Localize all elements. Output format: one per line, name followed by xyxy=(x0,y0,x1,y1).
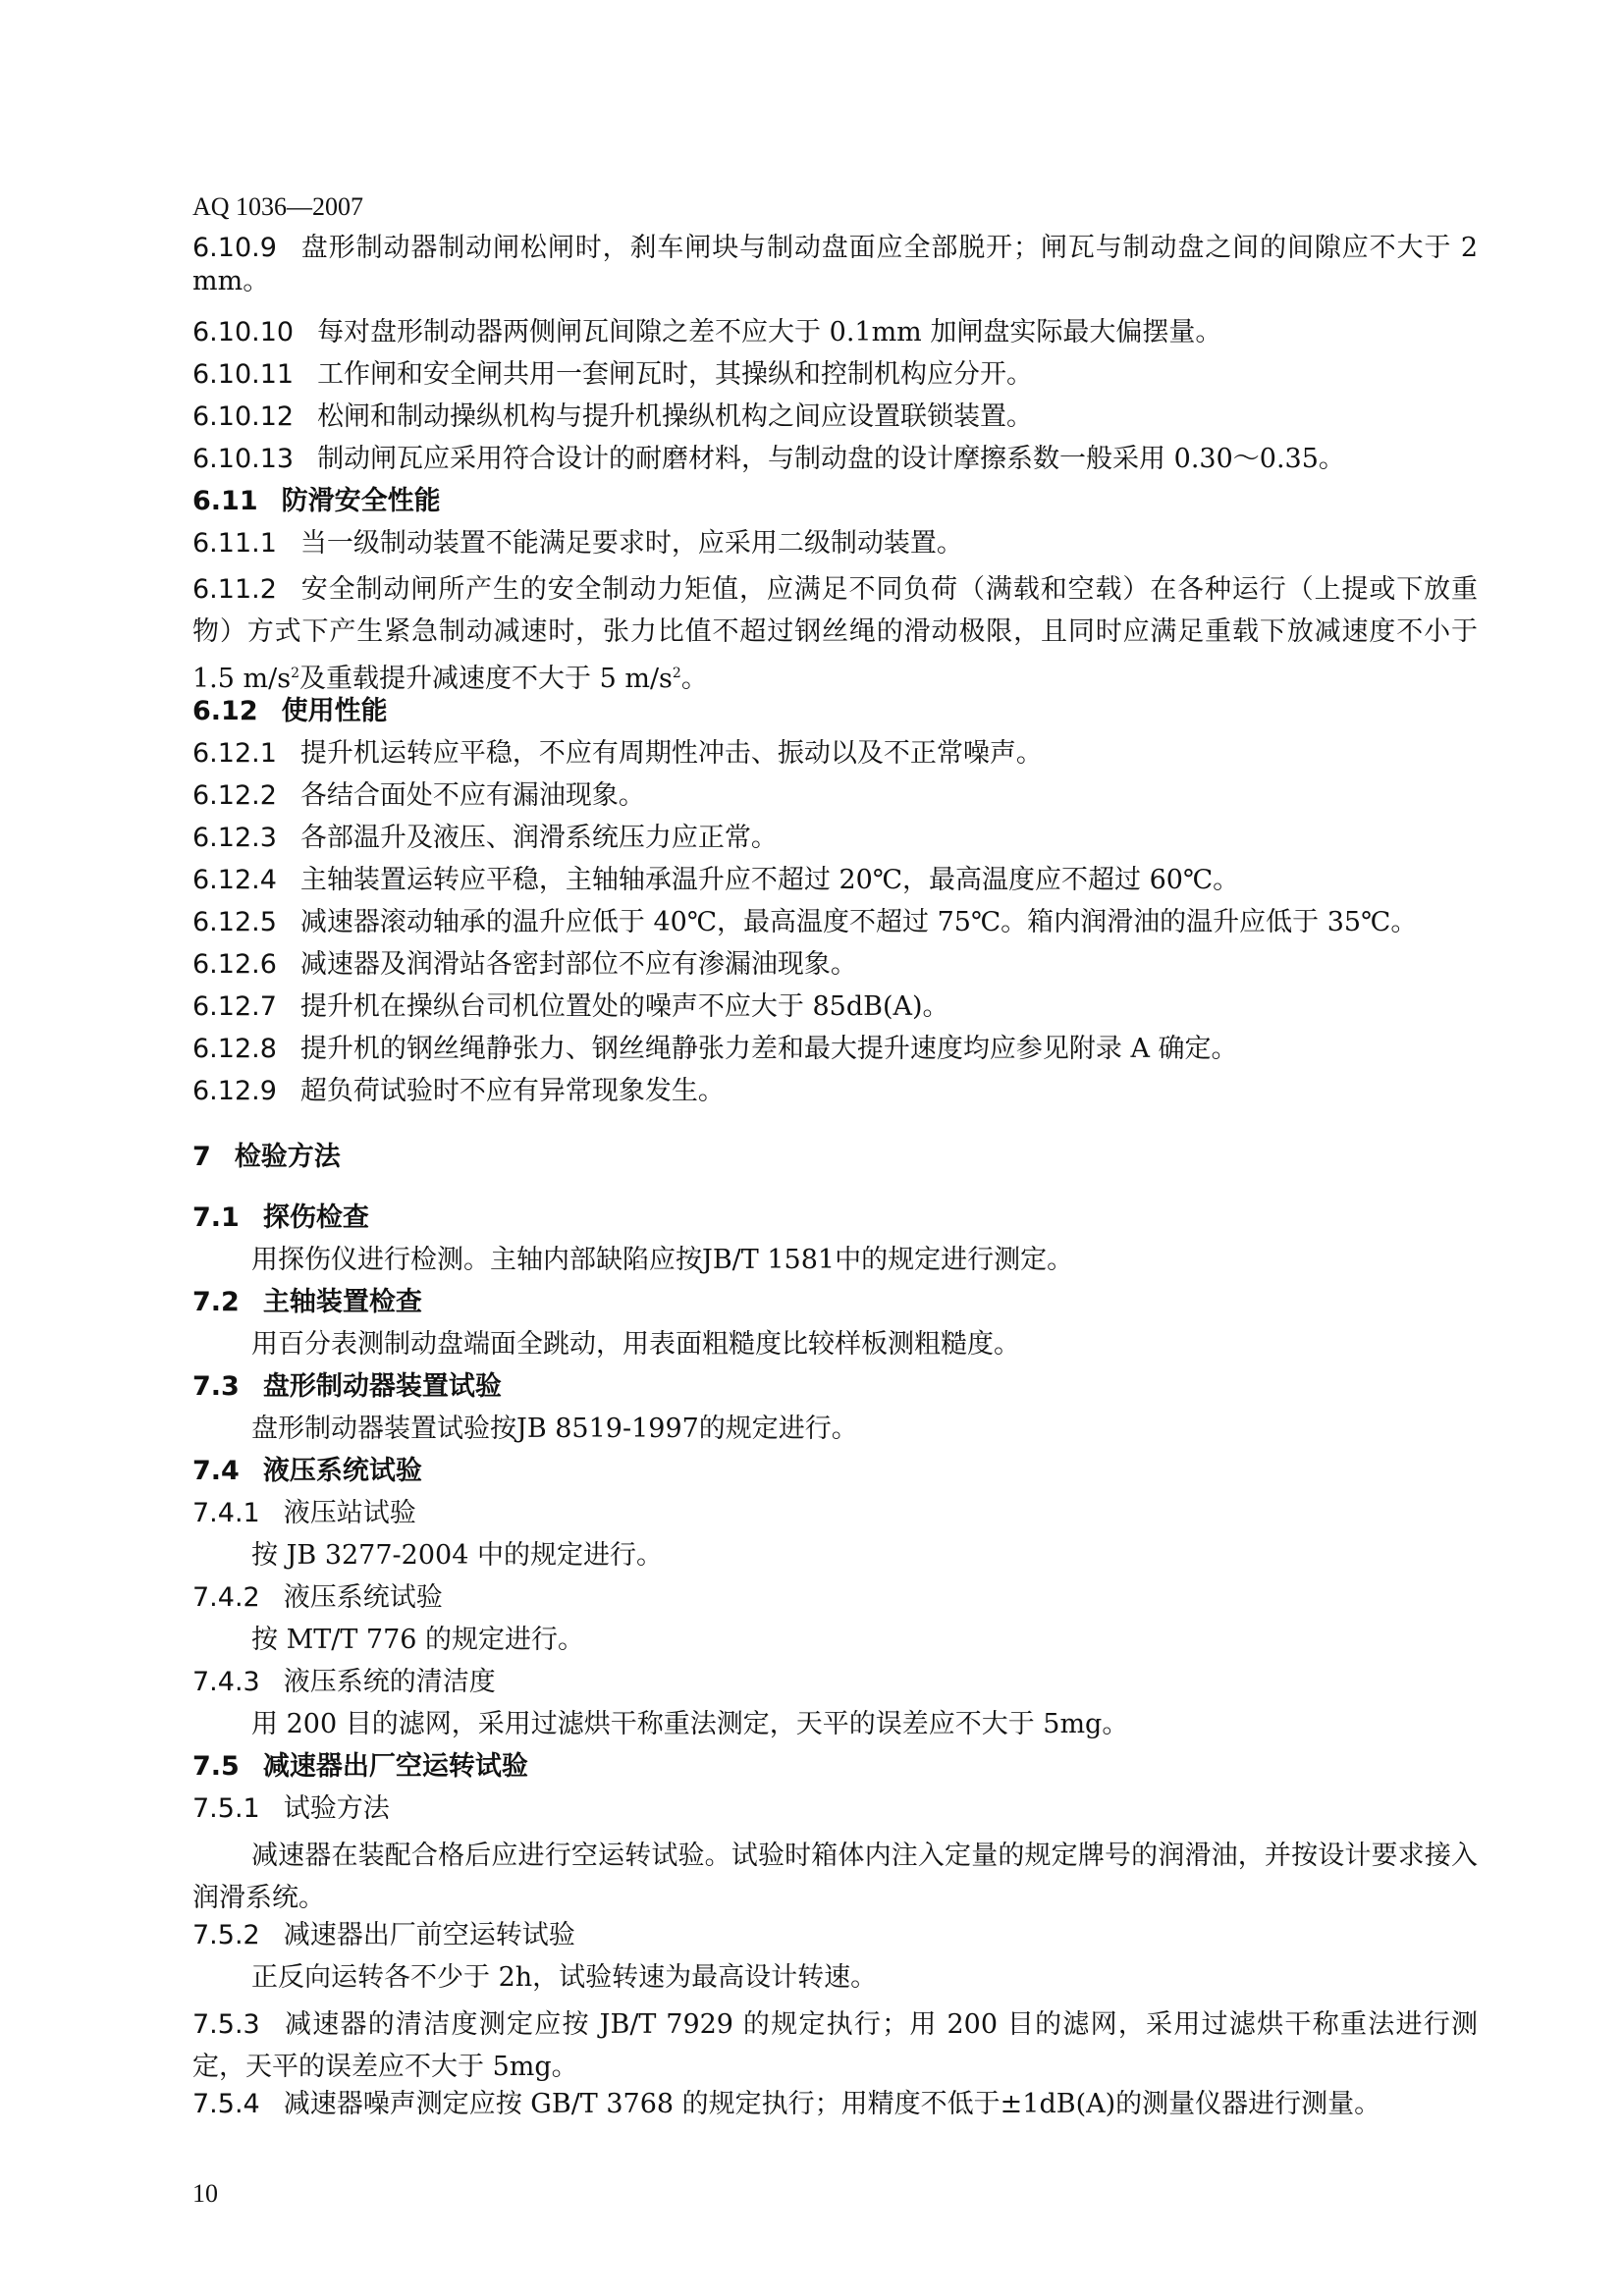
clause-6-10-13 xyxy=(192,443,1478,476)
clause-6-12-3 xyxy=(192,822,1478,855)
clause-text: 减速器的清洁度测定应按 JB/T 7929 的规定执行；用 200 目的滤网，采用过滤烘干称重法进行测定，天平的误差应不大于 5mg。 xyxy=(192,2009,1478,2082)
clause-number: 6.12.9 xyxy=(192,1076,277,1106)
heading-number: 7.1 xyxy=(192,1202,240,1233)
heading-text: 液压系统试验 xyxy=(283,1582,443,1613)
clause-text: 各部温升及液压、润滑系统压力应正常。 xyxy=(299,823,778,853)
clause-number: 6.12.5 xyxy=(192,907,277,937)
clause-6-12-9 xyxy=(192,1075,1478,1108)
clause-text: 提升机运转应平稳，不应有周期性冲击、振动以及不正常噪声。 xyxy=(299,738,1043,769)
clause-number: 6.10.9 xyxy=(192,233,277,263)
superscript: 2 xyxy=(291,666,299,681)
clause-6-10-9 xyxy=(192,232,1478,298)
clause-text: 制动闸瓦应采用符合设计的耐磨材料，与制动盘的设计摩擦系数一般采用 0.30～0.35。 xyxy=(317,444,1345,474)
heading-7-4 xyxy=(192,1455,1478,1488)
heading-text: 防滑安全性能 xyxy=(281,486,441,516)
heading-6-11 xyxy=(192,485,1478,518)
clause-6-10-10 xyxy=(192,316,1478,349)
clause-number: 6.12.2 xyxy=(192,780,277,811)
clause-number: 6.12.8 xyxy=(192,1034,277,1064)
clause-number: 6.10.12 xyxy=(192,401,295,432)
heading-text: 减速器出厂前空运转试验 xyxy=(283,1920,575,1950)
heading-number: 6.12 xyxy=(192,696,258,726)
paragraph-7-2: 用百分表测制动盘端面全跳动，用表面粗糙度比较样板测粗糙度。 xyxy=(251,1329,1020,1360)
clause-number: 6.11.1 xyxy=(192,528,277,559)
heading-number: 7.2 xyxy=(192,1287,240,1317)
heading-text: 主轴装置检查 xyxy=(262,1287,422,1317)
paragraph-7-4-3: 用 200 目的滤网，采用过滤烘干称重法测定，天平的误差应不大于 5mg。 xyxy=(251,1709,1129,1739)
clause-6-12-2 xyxy=(192,779,1478,813)
heading-text: 试验方法 xyxy=(283,1793,390,1824)
heading-number: 7.3 xyxy=(192,1371,240,1402)
clause-text: 盘形制动器制动闸松闸时，刹车闸块与制动盘面应全部脱开；闸瓦与制动盘之间的间隙应不大于 2 mm。 xyxy=(192,233,1478,296)
clause-7-5-3 xyxy=(192,2003,1478,2088)
clause-number: 6.12.6 xyxy=(192,949,277,980)
heading-number: 7.4.3 xyxy=(192,1667,260,1697)
heading-number: 7.5.1 xyxy=(192,1793,260,1824)
clause-7-5-4 xyxy=(192,2088,1478,2121)
heading-number: 7 xyxy=(192,1142,211,1172)
clause-text: 松闸和制动操纵机构与提升机操纵机构之间应设置联锁装置。 xyxy=(317,401,1034,432)
clause-number: 6.12.1 xyxy=(192,738,277,769)
clause-6-10-11 xyxy=(192,358,1478,392)
heading-text: 盘形制动器装置试验 xyxy=(262,1371,502,1402)
superscript: 2 xyxy=(672,666,681,681)
clause-number: 6.10.10 xyxy=(192,317,295,347)
paragraph-7-4-2: 按 MT/T 776 的规定进行。 xyxy=(251,1625,585,1655)
clause-6-12-4 xyxy=(192,864,1478,897)
clause-text: 超负荷试验时不应有异常现象发生。 xyxy=(299,1076,725,1106)
clause-number: 7.5.4 xyxy=(192,2089,260,2119)
heading-7-4-1 xyxy=(192,1497,1478,1530)
clause-text-mid: 及重载提升减速度不大于 5 m/s xyxy=(299,664,673,694)
clause-text: 主轴装置运转应平稳，主轴轴承温升应不超过 20℃，最高温度应不超过 60℃。 xyxy=(299,865,1240,895)
clause-6-12-7 xyxy=(192,990,1478,1024)
chapter-7-heading xyxy=(192,1141,1478,1174)
heading-number: 7.4 xyxy=(192,1456,240,1486)
paragraph-7-5-2: 正反向运转各不少于 2h，试验转速为最高设计转速。 xyxy=(251,1962,878,1993)
clause-6-11-1 xyxy=(192,527,1478,561)
clause-6-12-8 xyxy=(192,1033,1478,1066)
clause-6-12-6 xyxy=(192,948,1478,982)
heading-text: 减速器出厂空运转试验 xyxy=(262,1751,528,1782)
clause-text: 工作闸和安全闸共用一套闸瓦时，其操纵和控制机构应分开。 xyxy=(317,359,1034,390)
clause-text: 提升机的钢丝绳静张力、钢丝绳静张力差和最大提升速度均应参见附录 A 确定。 xyxy=(299,1034,1238,1064)
clause-number: 6.12.4 xyxy=(192,865,277,895)
clause-number: 6.11.2 xyxy=(192,574,277,605)
clause-number: 6.12.3 xyxy=(192,823,277,853)
heading-text: 液压系统试验 xyxy=(262,1456,422,1486)
heading-number: 7.4.1 xyxy=(192,1498,260,1528)
paragraph-7-5-1: 减速器在装配合格后应进行空运转试验。试验时箱体内注入定量的规定牌号的润滑油，并按设计要求接入润滑系统。 xyxy=(192,1841,1478,1913)
heading-7-4-3 xyxy=(192,1666,1478,1699)
heading-number: 7.5.2 xyxy=(192,1920,260,1950)
heading-7-2 xyxy=(192,1286,1478,1319)
clause-6-11-2 xyxy=(192,568,1478,700)
clause-6-10-12 xyxy=(192,400,1478,434)
page-number: 10 xyxy=(192,2179,218,2208)
clause-6-12-1 xyxy=(192,737,1478,771)
heading-text: 液压站试验 xyxy=(283,1498,416,1528)
heading-text: 探伤检查 xyxy=(262,1202,369,1233)
clause-text: 减速器及润滑站各密封部位不应有渗漏油现象。 xyxy=(299,949,857,980)
clause-text: 当一级制动装置不能满足要求时，应采用二级制动装置。 xyxy=(299,528,963,559)
clause-text: 安全制动闸所产生的安全制动力矩值，应满足不同负荷（满载和空载）在各种运行（上提或下放重物）方式下产生紧急制动减速时，张力比值不超过钢丝绳的滑动极限，且同时应满足重载下放减速度不小于 1.5 m/s xyxy=(192,574,1478,694)
heading-number: 6.11 xyxy=(192,486,258,516)
clause-number: 7.5.3 xyxy=(192,2009,260,2040)
heading-7-5-2 xyxy=(192,1919,1478,1952)
heading-7-1 xyxy=(192,1201,1478,1235)
heading-7-5 xyxy=(192,1750,1478,1784)
heading-text: 液压系统的清洁度 xyxy=(283,1667,496,1697)
standard-code-header: AQ 1036—2007 xyxy=(192,192,364,221)
heading-text: 使用性能 xyxy=(281,696,388,726)
heading-text: 检验方法 xyxy=(234,1142,341,1172)
heading-7-4-2 xyxy=(192,1581,1478,1615)
heading-number: 7.5 xyxy=(192,1751,240,1782)
clause-text: 每对盘形制动器两侧闸瓦间隙之差不应大于 0.1mm 加闸盘实际最大偏摆量。 xyxy=(317,317,1222,347)
heading-7-3 xyxy=(192,1370,1478,1404)
heading-7-5-1 xyxy=(192,1792,1478,1826)
paragraph-7-1: 用探伤仪进行检测。主轴内部缺陷应按JB/T 1581中的规定进行测定。 xyxy=(251,1245,1074,1275)
clause-text: 减速器噪声测定应按 GB/T 3768 的规定执行；用精度不低于±1dB(A)的测量仪器进行测量。 xyxy=(283,2089,1381,2119)
paragraph-7-3: 盘形制动器装置试验按JB 8519-1997的规定进行。 xyxy=(251,1414,858,1444)
clause-number: 6.10.13 xyxy=(192,444,295,474)
clause-text: 各结合面处不应有漏油现象。 xyxy=(299,780,645,811)
clause-6-12-5 xyxy=(192,906,1478,939)
clause-text: 减速器滚动轴承的温升应低于 40℃，最高温度不超过 75℃。箱内润滑油的温升应低于 35℃。 xyxy=(299,907,1418,937)
heading-6-12 xyxy=(192,695,1478,728)
heading-number: 7.4.2 xyxy=(192,1582,260,1613)
clause-text: 提升机在操纵台司机位置处的噪声不应大于 85dB(A)。 xyxy=(299,991,949,1022)
paragraph-7-4-1: 按 JB 3277-2004 中的规定进行。 xyxy=(251,1540,663,1571)
clause-number: 6.12.7 xyxy=(192,991,277,1022)
clause-number: 6.10.11 xyxy=(192,359,295,390)
clause-text-end: 。 xyxy=(680,664,708,694)
